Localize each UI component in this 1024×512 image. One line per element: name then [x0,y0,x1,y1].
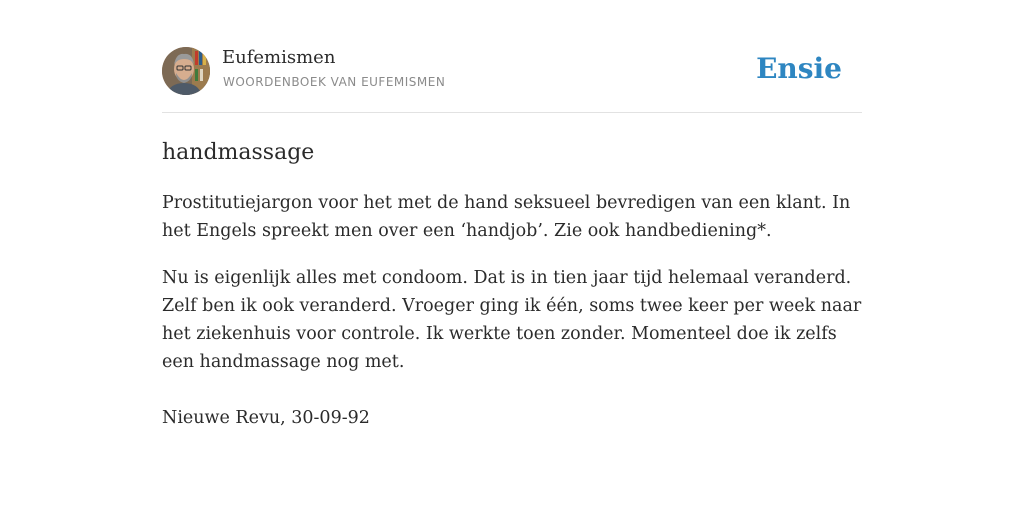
author-portrait-icon [162,47,210,95]
ensie-logo[interactable]: Ensie [756,52,842,85]
author-name[interactable]: Eufemismen [222,47,336,68]
entry-term: handmassage [162,140,315,165]
entry-quote: Nu is eigenlijk alles met condoom. Dat is in tien jaar tijd helemaal veranderd. Zelf ben ik ook veranderd. Vroeger ging ik één, soms twee keer per week naar het ziekenhuis voor controle. Ik werkte toen zonder. Momenteel doe ik zelfs een handmassage nog met. [162,268,862,372]
author-avatar[interactable] [162,47,210,95]
entry-source: Nieuwe Revu, 30-09-92 [162,408,370,428]
entry-header [162,46,862,113]
entry-card [162,46,862,432]
entry-definition: Prostitutiejargon voor het met de hand seksueel bevredigen van een klant. In het Engels spreekt men over een ‘handjob’. Zie ook handbediening*. [162,193,851,241]
author-subtitle[interactable]: WOORDENBOEK VAN EUFEMISMEN [223,75,446,89]
